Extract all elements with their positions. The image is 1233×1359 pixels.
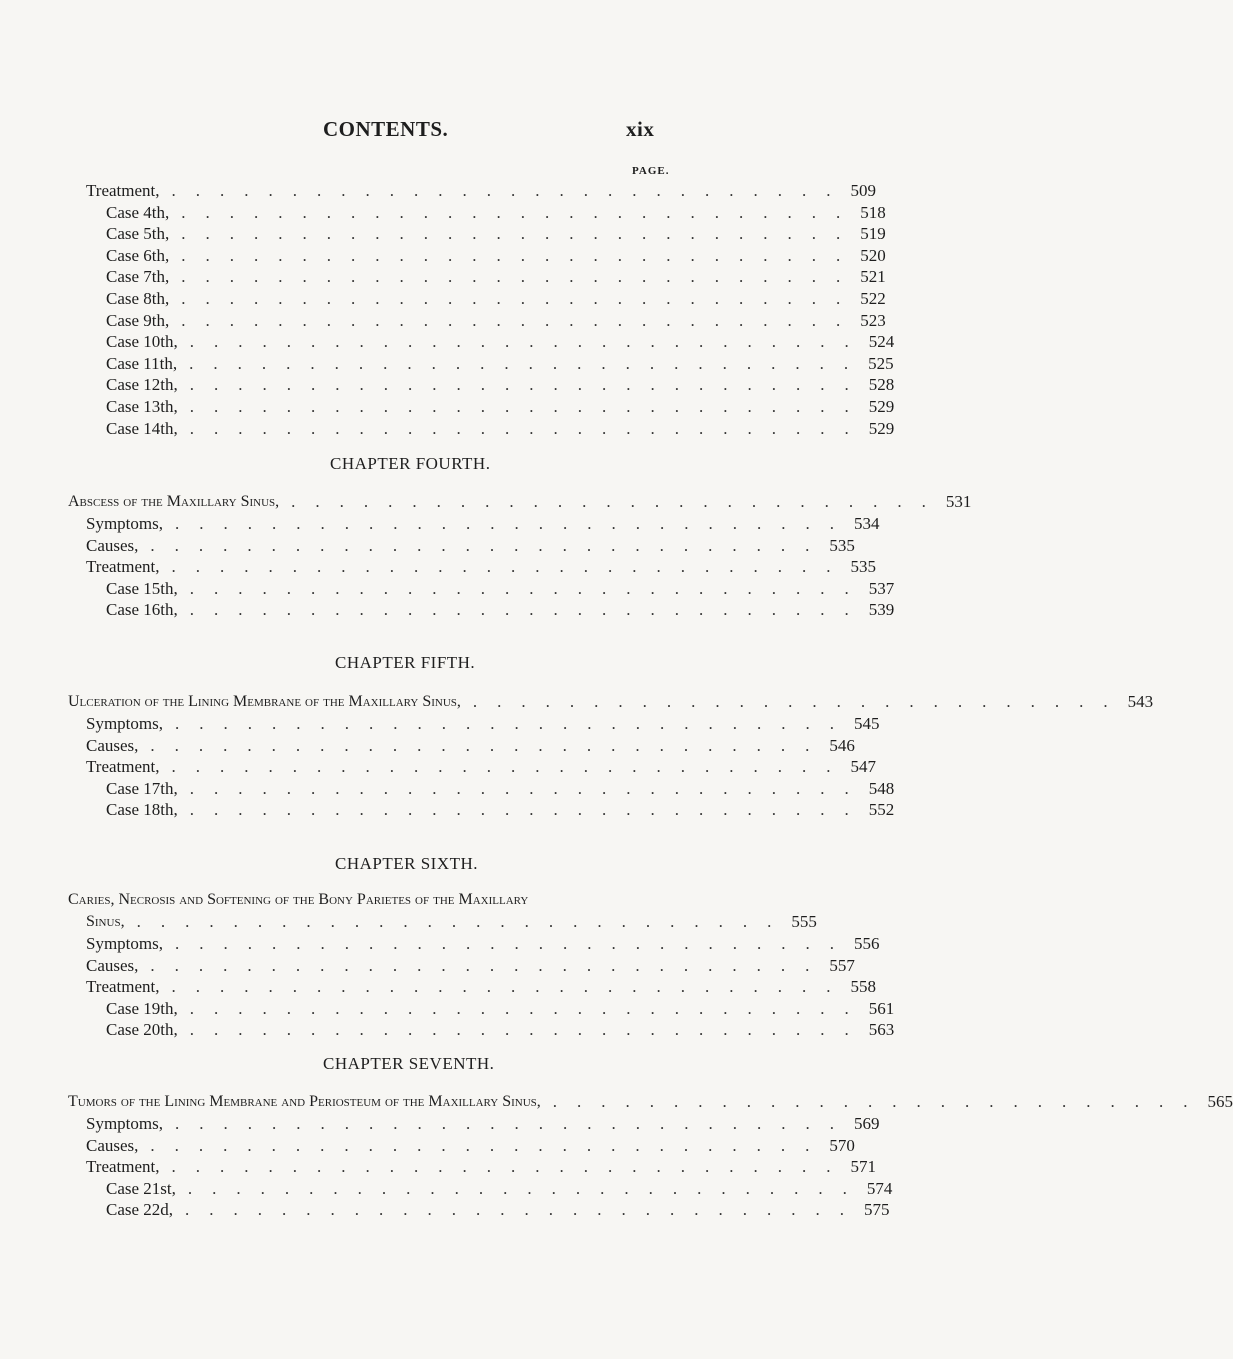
entry-page-number: 545: [854, 714, 880, 733]
entry-label: Case 19th,: [106, 998, 178, 1018]
chapter-title-page-number: 555: [791, 912, 817, 931]
dot-leader: ............................: [171, 757, 851, 777]
toc-entry-subsection: [86, 1135, 855, 1157]
toc-entry-subsection: [86, 976, 877, 998]
dot-leader: ............................: [175, 714, 854, 733]
toc-entry-case: [106, 418, 895, 440]
dot-leader: ............................: [189, 1020, 869, 1040]
chapter-title-text: Ulceration of the Lining Membrane of the Maxillary Sinus,: [68, 693, 461, 710]
dot-leader: ............................: [175, 934, 854, 953]
toc-entry-case: [106, 998, 895, 1020]
toc-entry-case: [106, 266, 886, 288]
entry-page-number: 574: [866, 1178, 893, 1198]
toc-entry-subsection: [86, 756, 877, 778]
chapter-title-text: Abscess of the Maxillary Sinus,: [68, 493, 280, 510]
entry-page-number: 529: [868, 397, 895, 416]
chapter-title-text: Tumors of the Lining Membrane and Periosteum of the Maxillary Sinus,: [68, 1093, 541, 1110]
dot-leader: ............................: [150, 955, 830, 975]
dot-leader: ...........................: [472, 692, 1128, 711]
dot-leader: ............................: [189, 332, 869, 352]
dot-leader: ............................: [189, 418, 869, 438]
toc-entry-case: [106, 578, 895, 600]
entry-label: Case 17th,: [106, 778, 178, 798]
entry-label: Case 18th,: [106, 800, 178, 820]
entry-page-number: 524: [868, 332, 895, 352]
entry-page-number: 520: [860, 245, 886, 265]
entry-page-number: 535: [850, 557, 877, 577]
toc-entry-subsection: [86, 735, 855, 757]
entry-label: Treatment,: [86, 1157, 160, 1177]
entry-label: Case 14th,: [106, 418, 178, 438]
toc-entry-subsection: [86, 933, 880, 955]
chapter-heading: CHAPTER FIFTH.: [335, 653, 476, 672]
toc-entry-case: [106, 202, 886, 224]
dot-leader: ............................: [187, 1178, 867, 1198]
entry-label: Causes,: [86, 1135, 139, 1155]
toc-entry-case: [106, 778, 895, 800]
chapter-title-line: [68, 691, 1154, 713]
chapter-title-line: Caries, Necrosis and Softening of the Bony Parietes of the Maxillary: [68, 891, 529, 908]
dot-leader: ............................: [189, 800, 869, 820]
chapter-heading: CHAPTER FOURTH.: [330, 454, 491, 473]
entry-page-number: 569: [854, 1114, 880, 1133]
dot-leader: ............................: [189, 998, 869, 1018]
entry-page-number: 518: [860, 202, 886, 222]
dot-leader: ............................: [150, 735, 830, 755]
toc-entry-case: [106, 288, 886, 310]
toc-entry-case: [106, 374, 895, 396]
entry-page-number: 523: [860, 310, 886, 330]
entry-page-number: 571: [850, 1157, 877, 1177]
dot-leader: ............................: [181, 202, 861, 222]
dot-leader: ............................: [150, 535, 830, 555]
toc-entry-case: [106, 1199, 890, 1221]
dot-leader: ............................: [181, 289, 861, 308]
chapter-title-line: [68, 491, 972, 513]
toc-entry-subsection: [86, 1113, 880, 1135]
chapter-title-text: Sinus,: [86, 913, 125, 930]
toc-entry-case: [106, 331, 895, 353]
dot-leader: ............................: [171, 557, 851, 577]
toc-entry-subsection: [86, 1156, 877, 1178]
dot-leader: ............................: [181, 267, 861, 287]
entry-label: Symptoms,: [86, 1114, 163, 1133]
dot-leader: ...........................: [552, 1092, 1208, 1111]
toc-entry-case: [106, 799, 895, 821]
entry-label: Causes,: [86, 535, 139, 555]
entry-label: Case 4th,: [106, 202, 170, 222]
entry-label: Case 8th,: [106, 289, 170, 308]
toc-entry-subsection: [86, 556, 877, 578]
toc-entry-case: [106, 310, 886, 332]
entry-page-number: 548: [868, 778, 895, 798]
dot-leader: ...........................: [136, 912, 792, 931]
entry-label: Treatment,: [86, 557, 160, 577]
running-head-title: CONTENTS.: [323, 117, 449, 141]
toc-entry-case: [106, 1178, 893, 1200]
dot-leader: ............................: [181, 245, 861, 265]
dot-leader: ............................: [171, 181, 851, 200]
dot-leader: ............................: [181, 310, 861, 330]
entry-label: Symptoms,: [86, 514, 163, 533]
toc-entry-subsection: [86, 513, 880, 535]
chapter-title-line: [68, 1091, 1233, 1113]
toc-entry-treatment: [86, 180, 877, 202]
entry-page-number: 552: [868, 800, 895, 820]
entry-page-number: 522: [860, 289, 886, 308]
entry-label: Case 9th,: [106, 310, 170, 330]
page-folio: xix: [626, 117, 655, 141]
toc-entry-case: [106, 599, 895, 621]
dot-leader: ............................: [175, 514, 854, 533]
entry-label: Case 20th,: [106, 1020, 178, 1040]
entry-page-number: 575: [864, 1200, 890, 1220]
toc-entry-case: [106, 223, 886, 245]
entry-page-number: 557: [829, 955, 855, 975]
entry-label: Case 22d,: [106, 1200, 174, 1220]
dot-leader: ............................: [185, 1200, 865, 1220]
entry-label: Case 12th,: [106, 375, 178, 395]
entry-label: Treatment,: [86, 181, 160, 200]
entry-page-number: 525: [868, 353, 894, 373]
entry-page-number: 519: [860, 224, 886, 244]
entry-page-number: 529: [868, 418, 895, 438]
entry-label: Case 21st,: [106, 1178, 176, 1198]
page-column-label: PAGE.: [632, 165, 670, 177]
entry-label: Case 16th,: [106, 600, 178, 620]
entry-page-number: 547: [850, 757, 877, 777]
entry-page-number: 556: [854, 934, 880, 953]
toc-entry-subsection: [86, 713, 880, 735]
entry-page-number: 509: [850, 181, 877, 200]
chapter-title-page-number: 565: [1207, 1092, 1233, 1111]
toc-entry-case: [106, 353, 894, 375]
entry-label: Case 11th,: [106, 353, 178, 373]
dot-leader: ............................: [189, 397, 869, 416]
dot-leader: ............................: [189, 778, 869, 798]
dot-leader: ............................: [189, 375, 869, 395]
entry-label: Causes,: [86, 735, 139, 755]
entry-label: Case 7th,: [106, 267, 170, 287]
entry-label: Case 15th,: [106, 578, 178, 598]
dot-leader: ............................: [189, 600, 869, 620]
entry-page-number: 539: [868, 600, 895, 620]
entry-label: Case 6th,: [106, 245, 170, 265]
chapter-heading: CHAPTER SIXTH.: [335, 854, 479, 873]
entry-page-number: 521: [860, 267, 886, 287]
dot-leader: ............................: [171, 1157, 851, 1177]
entry-label: Treatment,: [86, 757, 160, 777]
dot-leader: ............................: [150, 1135, 830, 1155]
toc-entry-case: [106, 1019, 895, 1041]
entry-page-number: 570: [829, 1135, 855, 1155]
entry-label: Case 5th,: [106, 224, 170, 244]
toc-entry-subsection: [86, 955, 855, 977]
dot-leader: ...........................: [291, 492, 946, 511]
entry-page-number: 561: [868, 998, 895, 1018]
dot-leader: ............................: [171, 977, 851, 997]
entry-page-number: 546: [829, 735, 855, 755]
entry-label: Causes,: [86, 955, 139, 975]
entry-label: Case 13th,: [106, 397, 178, 416]
chapter-title-line: [86, 911, 817, 933]
entry-page-number: 558: [850, 977, 877, 997]
chapter-title-page-number: 531: [945, 492, 972, 511]
dot-leader: ............................: [189, 353, 869, 373]
running-head: [0, 117, 800, 147]
entry-label: Symptoms,: [86, 714, 163, 733]
dot-leader: ............................: [181, 224, 861, 244]
entry-page-number: 563: [868, 1020, 895, 1040]
entry-page-number: 534: [854, 514, 880, 533]
entry-page-number: 537: [868, 578, 895, 598]
toc-entry-case: [106, 396, 895, 418]
dot-leader: ............................: [189, 578, 869, 598]
entry-label: Treatment,: [86, 977, 160, 997]
toc-entry-subsection: [86, 535, 855, 557]
chapter-heading: CHAPTER SEVENTH.: [323, 1054, 495, 1073]
chapter-title-page-number: 543: [1127, 692, 1154, 711]
entry-page-number: 528: [868, 375, 895, 395]
toc-entry-case: [106, 245, 886, 267]
entry-label: Symptoms,: [86, 934, 163, 953]
dot-leader: ............................: [175, 1114, 854, 1133]
entry-label: Case 10th,: [106, 332, 178, 352]
entry-page-number: 535: [829, 535, 855, 555]
